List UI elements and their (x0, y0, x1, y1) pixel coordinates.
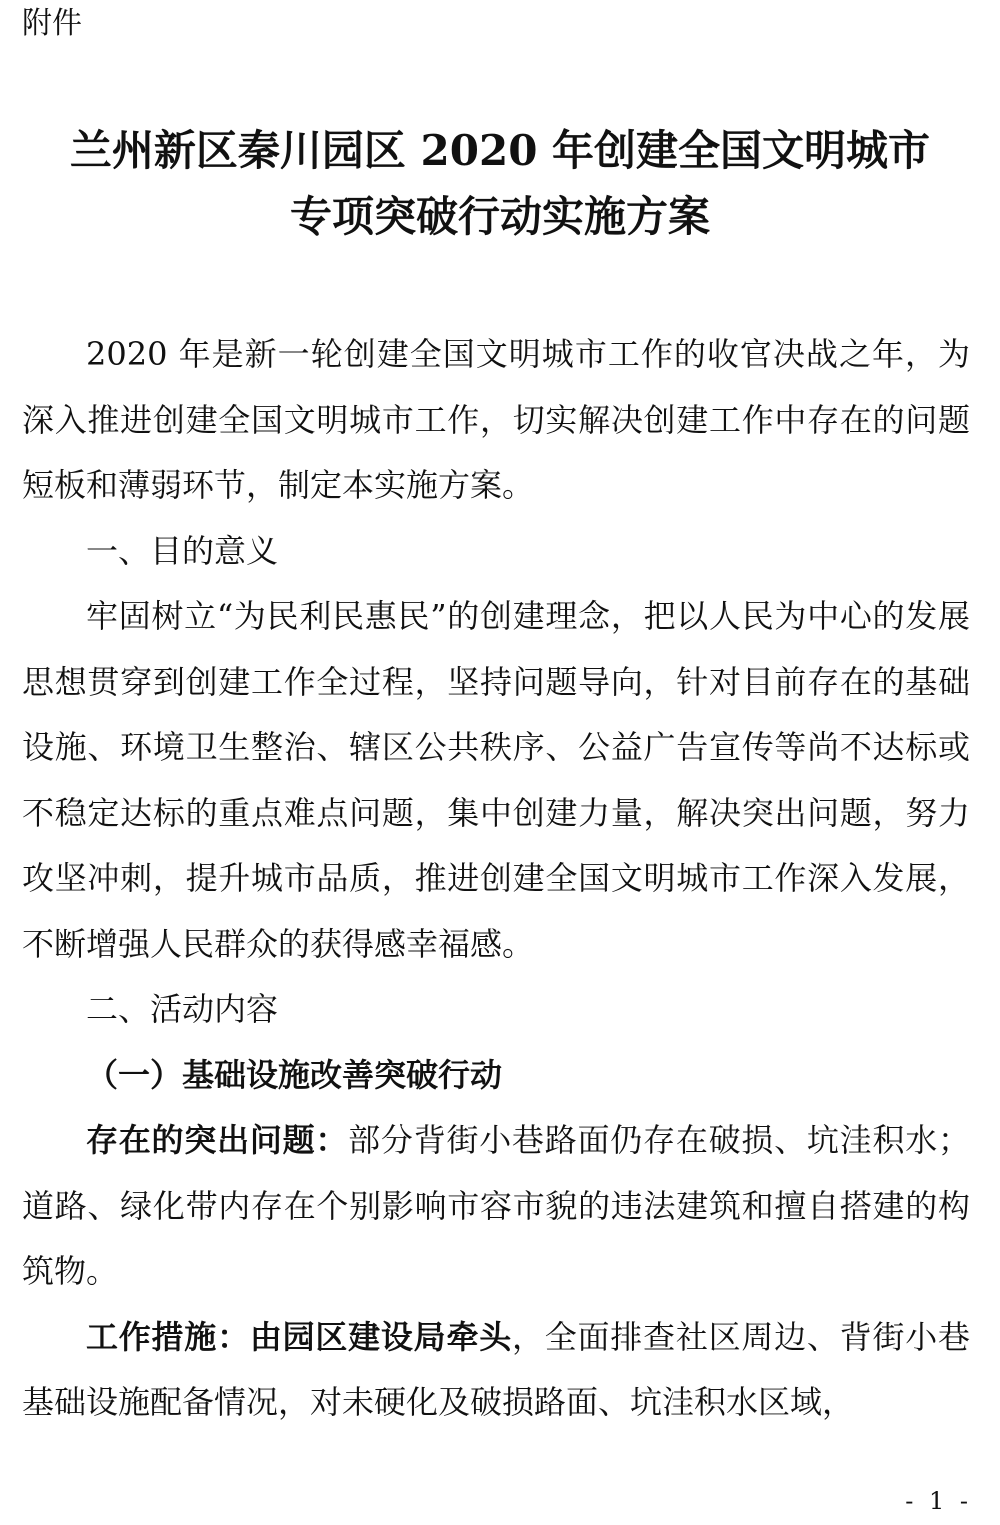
section-1-heading: 一、目的意义 (86, 531, 279, 570)
document-title (0, 118, 1000, 250)
measures-paragraph (22, 1305, 970, 1436)
problems-label: 存在的突出问题： (86, 1121, 349, 1159)
subsection-1-heading: （一）基础设施改善突破行动 (86, 1055, 503, 1094)
attachment-label: 附件 (22, 6, 82, 41)
page-number: - 1 - (905, 1487, 972, 1515)
document-body (22, 322, 970, 1436)
measures-label: 工作措施：由园区建设局牵头 (86, 1317, 512, 1356)
section-1-paragraph: 牢固树立“为民利民惠民”的创建理念，把以人民为中心的发展思想贯穿到创建工作全过程，坚持问题导向，针对目前存在的基础设施、环境卫生整治、辖区公共秩序、公益广告宣传等尚不达标或不稳定达标的重点难点问题，集中创建力量，解决突出问题，努力攻坚冲刺，提升城市品质，推进创建全国文明城市工作深入发展，不断增强人民群众的获得感幸福感。 (22, 597, 970, 963)
problems-text: 部分背街小巷路面仍存在破损、坑洼积水；道路、绿化带内存在个别影响市容市貌的违法建筑和擅自搭建的构筑物。 (22, 1121, 970, 1290)
measures-text: ，全面排查社区周边、背街小巷基础设施配备情况，对未硬化及破损路面、坑洼积水区域， (22, 1317, 970, 1421)
title-line-2: 专项突破行动实施方案 (289, 192, 710, 241)
title-line-1: 兰州新区秦川园区 2020 年创建全国文明城市 (69, 126, 931, 175)
intro-paragraph: 2020 年是新一轮创建全国文明城市工作的收官决战之年，为深入推进创建全国文明城市工作，切实解决创建工作中存在的问题短板和薄弱环节，制定本实施方案。 (22, 335, 970, 504)
section-2-heading: 二、活动内容 (86, 990, 279, 1028)
problems-paragraph (22, 1108, 970, 1305)
